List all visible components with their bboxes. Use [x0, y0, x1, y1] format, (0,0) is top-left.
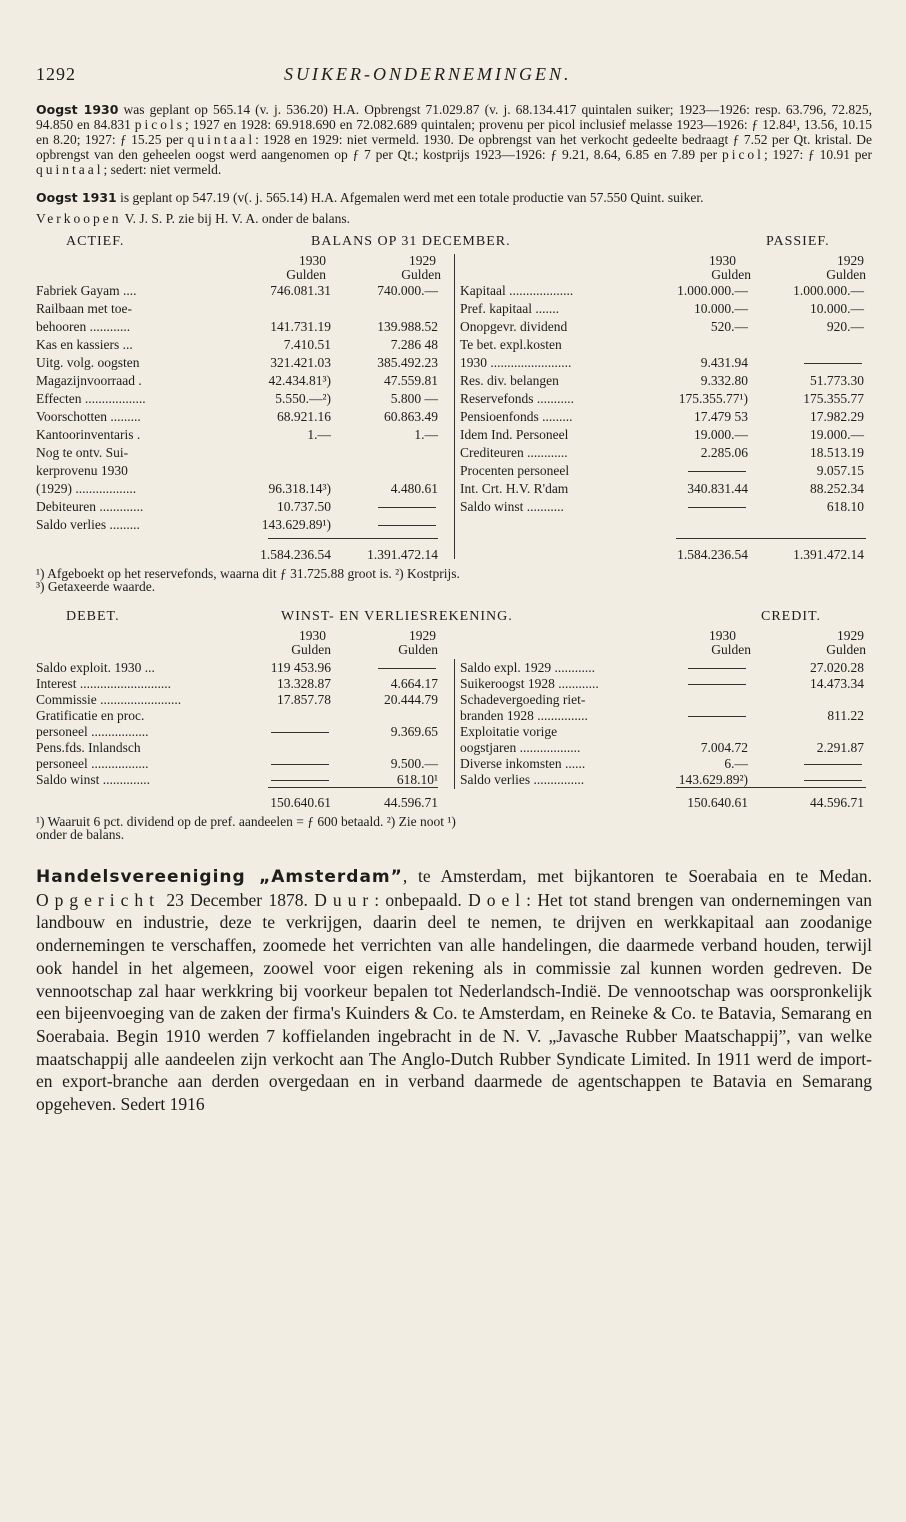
- balance-right-empty-dash: [804, 363, 862, 364]
- balance-left-label: (1929) ..................: [36, 482, 137, 496]
- pl-left-value-1929: 9.369.65: [390, 724, 438, 739]
- balance-right-label: Procenten personeel: [460, 464, 570, 478]
- pl-footnote-2: onder de balans.: [36, 827, 125, 842]
- pl-right-value-1929: 14.473.34: [810, 676, 864, 691]
- balance-right-value-1929: 618.10: [826, 499, 864, 514]
- balance-right-value-1929: 1.000.000.—: [793, 283, 864, 298]
- balance-left-value-1929: 385.492.23: [377, 355, 438, 370]
- balance-left-value-1930: 42.434.81³): [268, 373, 331, 388]
- pl-right-label: oogstjaren ..................: [460, 741, 581, 755]
- balance-right-value-1930: 9.431.94: [700, 355, 748, 370]
- balance-footnote-1: ¹) Afgeboekt op het reservefonds, waarna dit ƒ 31.725.88 groot is. ²) Kostprijs.: [36, 566, 460, 581]
- pl-right-empty-dash: [804, 764, 862, 765]
- pl-center-title: WINST- EN VERLIESREKENING.: [281, 609, 513, 624]
- pl-right-value-1929: 2.291.87: [816, 740, 864, 755]
- balance-right-value-1930: 2.285.06: [700, 445, 748, 460]
- pl-left-title: DEBET.: [66, 609, 120, 624]
- pl-year-row: 1930 1929 1930 1929: [299, 628, 864, 643]
- pl-left-value-1930: 13.328.87: [277, 676, 331, 691]
- pl-left-label: Gratificatie en proc.: [36, 709, 145, 723]
- balance-right-value-1929: 175.355.77: [803, 391, 864, 406]
- balance-right-label: Kapitaal ...................: [460, 284, 574, 298]
- balance-left-value-1929: 740.000.—: [377, 283, 438, 298]
- pl-right-label: Saldo expl. 1929 ............: [460, 661, 595, 675]
- balance-left-value-1929: 1.—: [414, 427, 438, 442]
- balance-left-value-1930: 7.410.51: [283, 337, 331, 352]
- pl-left-value-1929: 4.664.17: [390, 676, 438, 691]
- pl-left-value-1929: 20.444.79: [384, 692, 438, 707]
- balance-left-value-1930: 5.550.—²): [275, 391, 331, 406]
- pl-column-divider: [454, 659, 455, 789]
- pl-currency-row: Gulden Gulden Gulden Gulden: [291, 642, 866, 657]
- balance-right-value-1930: 19.000.—: [694, 427, 748, 442]
- balance-left-label: kerprovenu 1930: [36, 464, 128, 478]
- paragraph-verkoopen: Verkoopen V. J. S. P. zie bij H. V. A. onder de balans.: [36, 211, 350, 226]
- pl-right-title: CREDIT.: [761, 609, 822, 624]
- balance-right-value-1929: 17.982.29: [810, 409, 864, 424]
- page: [36, 60, 872, 1116]
- balance-left-label: Fabriek Gayam ....: [36, 284, 137, 298]
- pl-right-label: Suikeroogst 1928 ............: [460, 677, 599, 691]
- pl-left-value-1929: 9.500.—: [390, 756, 438, 771]
- balance-left-label: Debiteuren .............: [36, 500, 144, 514]
- balance-left-value-1929: 5.800 —: [390, 391, 438, 406]
- balance-right-value-1929: 920.—: [826, 319, 864, 334]
- balance-left-value-1929: 4.480.61: [390, 481, 438, 496]
- balance-right-value-1930: 17.479 53: [694, 409, 748, 424]
- balance-year-row: 1930 1929 1930 1929: [299, 253, 864, 268]
- balance-right-label: Onopgevr. dividend: [460, 320, 568, 334]
- pl-footnote-1: ¹) Waaruit 6 pct. dividend op de pref. aandeelen = ƒ 600 betaald. ²) Zie noot ¹): [36, 814, 456, 829]
- balance-total-rule-left: [268, 538, 438, 539]
- balance-right-value-1930: 175.355.77¹): [678, 391, 748, 406]
- pl-right-label: Schadevergoeding riet-: [460, 693, 586, 707]
- pl-left-label: Commissie ........................: [36, 693, 182, 707]
- balance-center-title: BALANS OP 31 DECEMBER.: [311, 234, 511, 249]
- pl-right-label: Diverse inkomsten ......: [460, 757, 586, 771]
- balance-right-label: Pensioenfonds .........: [460, 410, 573, 424]
- balance-right-value-1929: 51.773.30: [810, 373, 864, 388]
- pl-right-value-1929: 27.020.28: [810, 660, 864, 675]
- pl-right-label: branden 1928 ...............: [460, 709, 588, 723]
- page-number: 1292: [36, 64, 76, 84]
- pl-right-empty-dash: [688, 668, 746, 669]
- page-header: [36, 60, 872, 90]
- balance-right-title: PASSIEF.: [766, 234, 830, 249]
- balance-right-label: Idem Ind. Personeel: [460, 428, 569, 442]
- balance-left-title: ACTIEF.: [66, 234, 125, 249]
- balance-left-label: Kas en kassiers ...: [36, 338, 133, 352]
- balance-sheet: [36, 234, 872, 569]
- balance-right-label: Saldo winst ...........: [460, 500, 564, 514]
- pl-right-label: Saldo verlies ...............: [460, 773, 585, 787]
- pl-left-label: Pens.fds. Inlandsch: [36, 741, 141, 755]
- balance-right-label: 1930 ........................: [460, 356, 572, 370]
- balance-left-label: Effecten ..................: [36, 392, 146, 406]
- balance-left-label: Saldo verlies .........: [36, 518, 140, 532]
- balance-left-value-1930: 141.731.19: [270, 319, 331, 334]
- balance-right-label: Pref. kapitaal .......: [460, 302, 559, 316]
- balance-left-value-1929: 7.286 48: [390, 337, 438, 352]
- pl-left-label: Interest ...........................: [36, 677, 171, 691]
- keyword-oogst-1931: Oogst 1931: [36, 190, 117, 205]
- pl-right-label: Exploitatie vorige: [460, 725, 558, 739]
- balance-left-value-1930: 143.629.89¹): [261, 517, 331, 532]
- balance-right-value-1929: 18.513.19: [810, 445, 864, 460]
- balance-left-value-1929: 47.559.81: [384, 373, 438, 388]
- balance-right-value-1929: 9.057.15: [816, 463, 864, 478]
- pl-left-value-1929: 618.10¹: [396, 772, 438, 787]
- balance-right-value-1929: 19.000.—: [810, 427, 864, 442]
- balance-left-value-1930: 1.—: [307, 427, 331, 442]
- balance-left-label: Nog te ontv. Sui-: [36, 446, 129, 460]
- pl-left-value-1930: 119 453.96: [270, 660, 331, 675]
- balance-left-label: Railbaan met toe-: [36, 302, 132, 316]
- balance-totals-row: 1.584.236.54 1.391.472.14 1.584.236.54 1.391.472.14: [260, 547, 864, 562]
- balance-left-value-1930: 746.081.31: [270, 283, 331, 298]
- balance-right-label: Crediteuren ............: [460, 446, 568, 460]
- balance-left-value-1929: 139.988.52: [377, 319, 438, 334]
- pl-right-value-1930: 143.629.89²): [678, 772, 748, 787]
- pl-right-empty-dash: [804, 780, 862, 781]
- pl-total-rule-left: [268, 787, 438, 788]
- running-title: SUIKER-ONDERNEMINGEN.: [284, 64, 572, 84]
- paragraph-handelsvereeniging: Handelsvereeniging „Amsterdam”, te Amsterdam, met bijkantoren te Soerabaia en te Medan. Opgericht 23 December 1878. Duur: onbepaald. Doel: Het tot stand brengen van ondernemingen van landbouw en industrie, deze te verkrijgen, daarin deel te nemen, te drijven en werkkapitaal aan zoodanige ondernemingen te verschaffen, zoomede het verrichten van alle handelingen, die daarmede verband houden, terwijl ook handel in het algemeen, zoowel voor eigen rekening als in commissie zal kunnen worden gedreven. De vennootschap zal haar werkkring bij voorkeur bepalen tot Nederlandsch-Indië. De vennootschap was oorspronkelijk een bijeenvoeging van de zaken der firma's Kuinders & Co. te Amsterdam, en Reineke & Co. te Batavia, Semarang en Soerabaia. Begin 1910 werden 7 koffielanden ingebracht in de N. V. „Javasche Rubber Maatschappij”, van welke maatschappij alle aandeelen zijn verkocht aan The Anglo-Dutch Rubber Syndicate Limited. In 1911 werd de import- en export-branche aan derden overgedaan en in verband daarmede de agentschappen te Batavia en Semarang opgeheven. Sedert 1916: [36, 866, 872, 1115]
- balance-left-value-1930: 96.318.14³): [268, 481, 331, 496]
- balance-left-label: behooren ............: [36, 320, 131, 334]
- balance-total-rule-right: [676, 538, 866, 539]
- paragraph-oogst-1930: Oogst 1930 was geplant op 565.14 (v. j. 536.20) H.A. Opbrengst 71.029.87 (v. j. 68.134.417 quintalen suiker; 1923—1926: resp. 63.796, 72.825, 94.850 en 84.831 picols; 1927 en 1928: 69.918.690 en 72.082.689 quintalen; provenu per picol inclusief melasse 1923—1926: ƒ 12.84¹, 13.56, 10.15 en 8.20; 1927: ƒ 15.25 per quintaal: 1928 en 1929: niet vermeld. 1930. De opbrengst van het verkocht gedeelte bedraagt ƒ 7.52 per Qt. kristal. De opbrengst van den geheelen oogst werd aangenomen op ƒ 7 per Qt.; kostprijs 1923—1926: ƒ 9.21, 8.64, 6.85 en 7.89 per picol; 1927: ƒ 10.91 per quintaal; sedert: niet vermeld.: [36, 102, 872, 177]
- balance-right-empty-dash: [688, 507, 746, 508]
- balance-right-value-1930: 10.000.—: [694, 301, 748, 316]
- balance-left-label: Magazijnvoorraad .: [36, 374, 142, 388]
- pl-left-value-1930: 17.857.78: [277, 692, 331, 707]
- pl-left-label: personeel .................: [36, 725, 149, 739]
- balance-right-value-1930: 9.332.80: [700, 373, 748, 388]
- balance-left-label: Uitg. volg. oogsten: [36, 356, 140, 370]
- balance-right-value-1929: 10.000.—: [810, 301, 864, 316]
- balance-right-empty-dash: [688, 471, 746, 472]
- pl-left-label: personeel .................: [36, 757, 149, 771]
- balance-right-label: Te bet. expl.kosten: [460, 338, 562, 352]
- keyword-oogst-1930: Oogst 1930: [36, 102, 119, 117]
- balance-left-value-1930: 321.421.03: [270, 355, 331, 370]
- balance-left-label: Voorschotten .........: [36, 410, 141, 424]
- balance-right-label: Res. div. belangen: [460, 374, 559, 388]
- balance-left-value-1929: 60.863.49: [384, 409, 438, 424]
- balance-column-divider: [454, 254, 455, 559]
- pl-right-value-1930: 6.—: [724, 756, 748, 771]
- balance-left-label: Kantoorinventaris .: [36, 428, 141, 442]
- pl-left-label: Saldo exploit. 1930 ...: [36, 661, 155, 675]
- pl-right-value-1930: 7.004.72: [700, 740, 748, 755]
- balance-left-value-1930: 10.737.50: [277, 499, 331, 514]
- balance-right-label: Reservefonds ...........: [460, 392, 574, 406]
- pl-right-empty-dash: [688, 716, 746, 717]
- pl-right-empty-dash: [688, 684, 746, 685]
- balance-currency-row: Gulden Gulden Gulden Gulden: [286, 267, 866, 282]
- balance-right-label: Int. Crt. H.V. R'dam: [460, 482, 569, 496]
- profit-loss-account: [36, 609, 872, 819]
- balance-left-value-1930: 68.921.16: [277, 409, 331, 424]
- pl-right-value-1929: 811.22: [827, 708, 864, 723]
- balance-right-value-1930: 1.000.000.—: [677, 283, 748, 298]
- paragraph-oogst-1931: Oogst 1931 is geplant op 547.19 (v(. j. 565.14) H.A. Afgemalen werd met een totale productie van 57.550 Quint. suiker.: [36, 190, 704, 205]
- company-name: Handelsvereeniging „Amsterdam”: [36, 867, 403, 887]
- balance-right-value-1929: 88.252.34: [810, 481, 864, 496]
- balance-right-value-1930: 520.—: [710, 319, 748, 334]
- pl-left-label: Saldo winst ..............: [36, 773, 151, 787]
- balance-right-value-1930: 340.831.44: [687, 481, 748, 496]
- balance-left-empty-dash: [378, 525, 436, 526]
- balance-footnote-2: ³) Getaxeerde waarde.: [36, 579, 156, 594]
- pl-totals-row: 150.640.61 44.596.71 150.640.61 44.596.71: [270, 795, 864, 810]
- pl-total-rule-right: [676, 787, 866, 788]
